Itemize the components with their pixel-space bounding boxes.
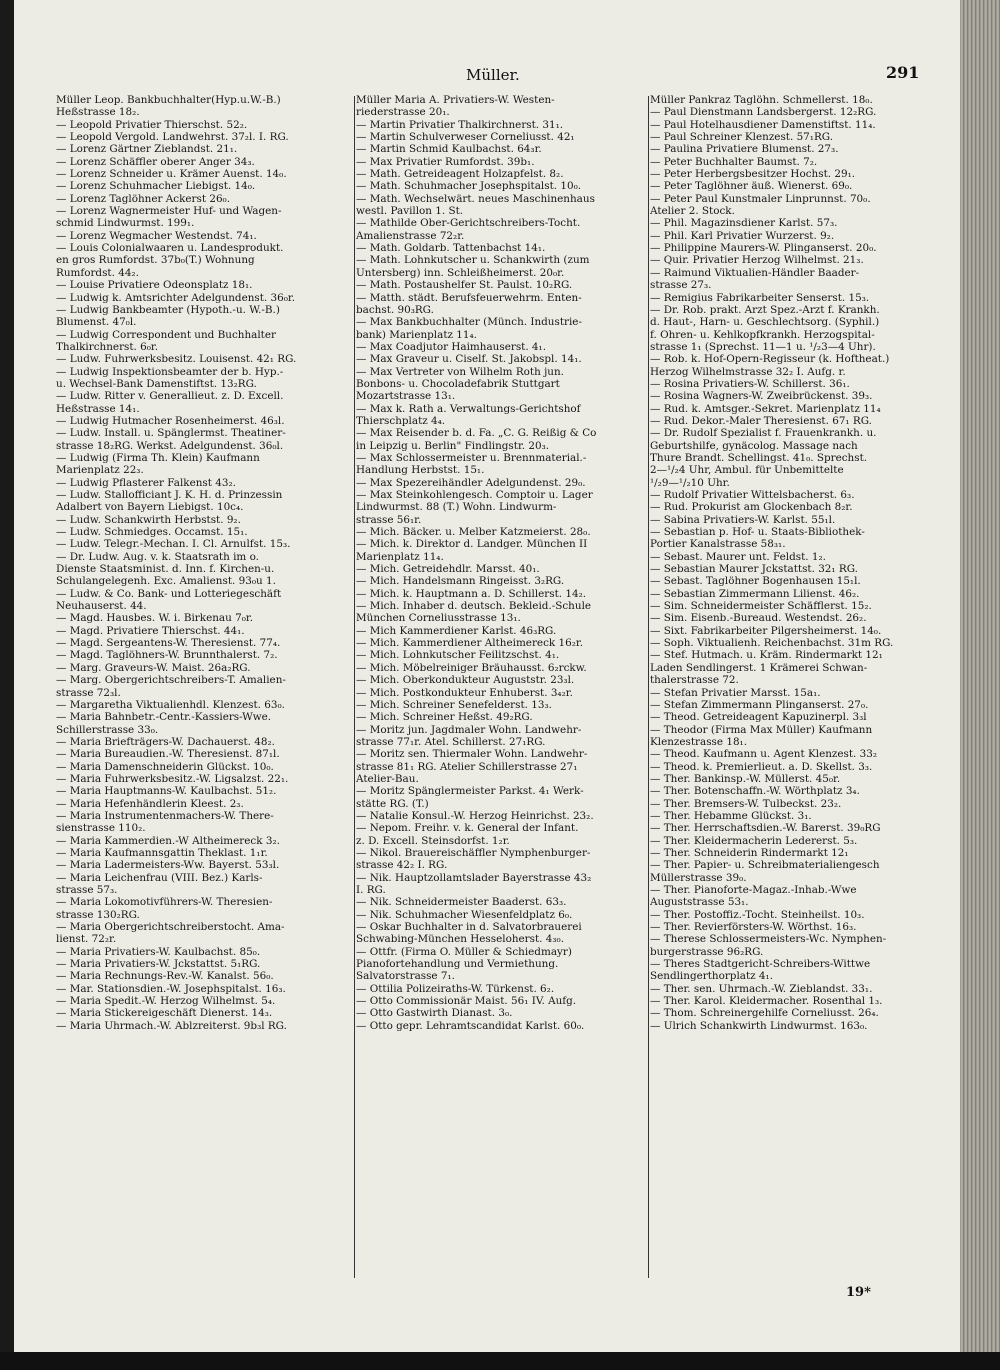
directory-column-3 <box>642 94 938 1032</box>
directory-entry-line: en gros Rumfordst. 37b₀(T.) Wohnung <box>56 254 255 267</box>
directory-entry-line: Adalbert von Bayern Liebigst. 10c₄. <box>56 501 244 514</box>
directory-entry-line: — Ther. Herrschaftsdien.-W. Barerst. 39₀RG <box>650 822 881 835</box>
directory-entry-line: 2—¹/₂4 Uhr, Ambul. für Unbemittelte <box>650 464 844 477</box>
directory-entry-line: riederstrasse 20₁. <box>356 106 450 119</box>
directory-entry-line: — Quir. Privatier Herzog Wilhelmst. 21₃. <box>650 254 864 267</box>
directory-entry-line: Marienplatz 11₄. <box>356 550 444 563</box>
directory-entry-line: — Sixt. Fabrikarbeiter Pilgersheimerst. 14₀. <box>650 624 882 637</box>
directory-entry-line: — Phil. Karl Privatier Wurzerst. 9₂. <box>650 229 835 242</box>
directory-entry-line: — Ludw. Telegr.-Mechan. I. Cl. Arnulfst. 15₃. <box>56 538 291 551</box>
directory-entry-line: Blumenst. 47₀l. <box>56 316 137 329</box>
directory-entry-line: — Maria Lokomotivführers-W. Theresien- <box>56 896 273 909</box>
directory-entry-line: — Maria Rechnungs-Rev.-W. Kanalst. 56₀. <box>56 970 274 983</box>
directory-entry-line: — Ottilia Polizeiraths-W. Türkenst. 6₂. <box>356 982 555 995</box>
directory-entry-line: — Max Graveur u. Ciself. St. Jakobspl. 14₁. <box>356 353 582 366</box>
directory-entry-line: — Math. Postaushelfer St. Paulst. 10₂RG. <box>356 279 573 292</box>
directory-entry-line: Thalkirchnerst. 6₀r. <box>56 340 159 353</box>
directory-entry-line: — Ludwig Pflasterer Falkenst 43₂. <box>56 476 236 489</box>
directory-entry-line: — Raimund Viktualien-Händler Baader- <box>650 266 860 279</box>
directory-entry-line: — Ther. Papier- u. Schreibmaterialiengesch <box>650 859 880 872</box>
directory-entry-line: — Maria Obergerichtschreiberstocht. Ama- <box>56 921 285 934</box>
directory-entry-line: — Max Reisender b. d. Fa. „C. G. Reißig & Co <box>356 427 597 440</box>
directory-entry-line: — Math. Wechselwärt. neues Maschinenhaus <box>356 192 595 205</box>
directory-entry-line: — Ludw. Fuhrwerksbesitz. Louisenst. 42₁ RG. <box>56 353 297 366</box>
directory-entry-line: Schwabing-München Hesseloherst. 4₃₀. <box>356 933 564 946</box>
directory-entry-line: — Ludwig Bankbeamter (Hypoth.-u. W.-B.) <box>56 303 280 316</box>
directory-entry-line: — Theod. Getreideagent Kapuzinerpl. 3₃l <box>650 711 867 724</box>
directory-entry-line: — Peter Buchhalter Baumst. 7₂. <box>650 155 818 168</box>
directory-entry-line: f. Ohren- u. Kehlkopfkrankh. Herzogspital- <box>650 328 875 341</box>
scan-border <box>0 1352 1000 1370</box>
directory-entry-line: d. Haut-, Harn- u. Geschlechtsorg. (Syphil.) <box>650 316 880 329</box>
directory-entry-line: — Thom. Schreinergehilfe Corneliusst. 26₄. <box>650 1007 879 1020</box>
directory-entry-line: u. Wechsel-Bank Damenstiftst. 13₂RG. <box>56 377 257 390</box>
directory-entry-line: Heßstrasse 18₂. <box>56 106 140 119</box>
directory-entry-line: — Ludw. Stallofficiant J. K. H. d. Prinzessin <box>56 489 283 501</box>
directory-entry-line: — Ludw. Install. u. Spänglermst. Theatiner- <box>56 427 286 440</box>
directory-entry-line: — Theodor (Firma Max Müller) Kaufmann <box>650 723 873 736</box>
directory-entry-line: — Nepom. Freihr. v. k. General der Infant. <box>356 822 579 835</box>
directory-entry-line: — Peter Herbergsbesitzer Hochst. 29₁. <box>650 168 856 181</box>
directory-entry-line: — Ther. Schneiderin Rindermarkt 12₁ <box>650 846 849 859</box>
directory-entry-line: — Martin Schulverweser Corneliusst. 42₁ <box>356 131 575 144</box>
directory-entry-line: — Mich. k. Direktor d. Landger. München II <box>356 538 588 551</box>
printer-signature: 19* <box>846 1285 871 1300</box>
directory-entry-line: Mozartstrasse 13₁. <box>356 390 456 403</box>
directory-entry-line: Auguststrasse 53₁. <box>650 896 749 909</box>
directory-entry-line: — Louise Privatiere Odeonsplatz 18₁. <box>56 279 253 292</box>
directory-entry-line: Marienplatz 22₃. <box>56 464 144 477</box>
directory-entry-line: Heßstrasse 14₁. <box>56 402 140 415</box>
directory-entry-line: — Rud. k. Amtsger.-Sekret. Marienplatz 11₄ <box>650 402 881 415</box>
book-page-edge <box>960 0 1000 1352</box>
directory-entry-line: — Ludwig (Firma Th. Klein) Kaufmann <box>56 451 260 464</box>
directory-entry-line: strasse 72₃l. <box>56 686 121 699</box>
directory-entry-line: — Maria Ladermeisters-Ww. Bayerst. 53₃l. <box>56 859 280 872</box>
directory-entry-line: bachst. 90₃RG. <box>356 303 434 316</box>
directory-entry-line: — Max Privatier Rumfordst. 39b₁. <box>356 155 535 168</box>
directory-entry-line: — Ther. Bankinsp.-W. Müllerst. 45₀r. <box>650 772 841 785</box>
directory-entry-line: — Mich. Inhaber d. deutsch. Bekleid.-Schule <box>356 600 592 613</box>
directory-entry-line: München Corneliusstrasse 13₁. <box>356 612 521 625</box>
directory-entry-line: — Mich. Postkondukteur Enhuberst. 3₄₂r. <box>356 686 573 699</box>
directory-entry-line: Pianofortehandlung und Vermiethung. <box>356 958 559 971</box>
directory-entry-line: — Ottfr. (Firma O. Müller & Schiedmayr) <box>356 945 572 958</box>
directory-entry-line: Schulangelegenh. Exc. Amalienst. 93₀u 1. <box>56 575 276 588</box>
directory-entry-line: — Maria Hefenhändlerin Kleest. 2₃. <box>56 797 244 810</box>
directory-entry-line: — Marg. Obergerichtschreibers-T. Amalien- <box>56 674 286 687</box>
directory-entry-line: — Math. Schuhmacher Josephspitalst. 10₀. <box>356 180 582 193</box>
directory-entry-line: — Natalie Konsul.-W. Herzog Heinrichst. 23₂. <box>356 809 594 822</box>
directory-entry-line: z. D. Excell. Steinsdorfst. 1₂r. <box>356 834 510 847</box>
directory-entry-line: Müller Pankraz Taglöhn. Schmellerst. 18₀. <box>650 94 873 106</box>
directory-entry-line: — Louis Colonialwaaren u. Landesprodukt. <box>56 242 284 255</box>
directory-entry-line: — Moritz Spänglermeister Parkst. 4₁ Werk- <box>356 785 584 798</box>
directory-entry-line: strasse 56₁r. <box>356 513 422 526</box>
directory-entry-line: — Maria Bahnbetr.-Centr.-Kassiers-Wwe. <box>56 711 272 724</box>
directory-entry-line: — Max Coadjutor Haimhauserst. 4₁. <box>356 340 547 353</box>
directory-entry-line: — Leopold Vergold. Landwehrst. 37₂l. I. RG. <box>56 131 289 144</box>
directory-entry-line: — Mich. Bäcker. u. Melber Katzmeierst. 28₀. <box>356 526 591 539</box>
directory-entry-line: — Math. Lohnkutscher u. Schankwirth (zum <box>356 254 590 267</box>
directory-entry-line: — Maria Instrumentenmachers-W. There- <box>56 809 274 822</box>
directory-entry-line: thalerstrasse 72. <box>650 674 739 687</box>
directory-entry-line: lienst. 72₂r. <box>56 933 117 946</box>
directory-entry-line: — Stefan Zimmermann Plinganserst. 27₀. <box>650 698 869 711</box>
directory-entry-line: — Lorenz Taglöhner Ackerst 26₀. <box>56 192 231 205</box>
directory-entry-line: — Ther. Karol. Kleidermacher. Rosenthal 1₃. <box>650 995 883 1008</box>
directory-entry-line: — Sebast. Maurer unt. Feldst. 1₂. <box>650 550 826 563</box>
directory-entry-line: — Lorenz Gärtner Zieblandst. 21₁. <box>56 143 238 156</box>
directory-entry-line: — Ludw. Schankwirth Herbstst. 9₂. <box>56 513 241 526</box>
directory-entry-line: Dienste Staatsminist. d. Inn. f. Kirchen-u. <box>56 563 275 576</box>
directory-entry-line: — Maria Spedit.-W. Herzog Wilhelmst. 5₄. <box>56 995 276 1008</box>
directory-entry-line: — Ther. sen. Uhrmach.-W. Zieblandst. 33₁. <box>650 982 873 995</box>
directory-entry-line: — Ludw. Schmiedges. Occamst. 15₁. <box>56 526 248 539</box>
directory-entry-line: — Mich. Lohnkutscher Feilitzschst. 4₁. <box>356 649 560 662</box>
directory-entry-line: Müller Maria A. Privatiers-W. Westen- <box>356 94 555 106</box>
directory-entry-line: — Rob. k. Hof-Opern-Regisseur (k. Hoftheat.) <box>650 353 890 366</box>
directory-entry-line: — Mich. Oberkondukteur Auguststr. 23₃l. <box>356 674 575 687</box>
directory-page <box>14 0 960 1352</box>
directory-entry-line: — Magd. Sergeantens-W. Theresienst. 77₄. <box>56 637 281 650</box>
directory-entry-line: strasse 77₁r. Atel. Schillerst. 27₁RG. <box>356 735 546 748</box>
directory-entry-line: — Paul Schreiner Klenzest. 57₁RG. <box>650 131 834 144</box>
directory-entry-line: — Ludwig Correspondent und Buchhalter <box>56 328 276 341</box>
directory-entry-line: — Mathilde Ober-Gerichtschreibers-Tocht. <box>356 217 581 230</box>
directory-entry-line: — Otto Gastwirth Dianast. 3₀. <box>356 1007 513 1020</box>
directory-entry-line: stätte RG. (T.) <box>356 797 429 810</box>
directory-entry-line: — Magd. Privatiere Thierschst. 44₁. <box>56 624 245 637</box>
directory-entry-line: — Matth. städt. Berufsfeuerwehrm. Enten- <box>356 291 582 304</box>
directory-entry-line: — Mich. Handelsmann Ringeisst. 3₂RG. <box>356 575 565 588</box>
directory-entry-line: — Ther. Postoffiz.-Tocht. Steinheilst. 10₃. <box>650 908 865 921</box>
directory-entry-line: — Ther. Botenschaffn.-W. Wörthplatz 3₄. <box>650 785 860 798</box>
directory-entry-line: — Maria Damenschneiderin Glückst. 10₀. <box>56 760 274 773</box>
directory-entry-line: — Paul Dienstmann Landsbergerst. 12₂RG. <box>650 106 877 119</box>
directory-entry-line: — Max Steinkohlengesch. Comptoir u. Lager <box>356 489 593 501</box>
directory-entry-line: Müller Leop. Bankbuchhalter(Hyp.u.W.-B.) <box>56 94 281 106</box>
directory-entry-line: — Sebastian Maurer Jckstattst. 32₁ RG. <box>650 563 858 576</box>
directory-entry-line: — Rosina Wagners-W. Zweibrückenst. 39₃. <box>650 390 873 403</box>
directory-entry-line: westl. Pavillon 1. St. <box>356 205 464 218</box>
directory-entry-line: — Maria Leichenfrau (VIII. Bez.) Karls- <box>56 871 263 884</box>
directory-entry-line: Müllerstrasse 39₀. <box>650 871 747 884</box>
directory-entry-line: — Rud. Prokurist am Glockenbach 8₂r. <box>650 501 853 514</box>
directory-entry-line: strasse 18₂RG. Werkst. Adelgundenst. 36₀l. <box>56 439 284 452</box>
directory-entry-line: — Max Spezereihändler Adelgundenst. 29₀. <box>356 476 586 489</box>
directory-entry-line: — Maria Hauptmanns-W. Kaulbachst. 51₂. <box>56 785 277 798</box>
directory-entry-line: Amalienstrasse 72₂r. <box>356 229 465 242</box>
directory-entry-line: — Oskar Buchhalter in d. Salvatorbrauerei <box>356 921 582 934</box>
directory-entry-line: — Max k. Rath a. Verwaltungs-Gerichtshof <box>356 402 581 415</box>
directory-entry-line: — Max Vertreter von Wilhelm Roth jun. <box>356 365 564 378</box>
directory-entry-line: — Nik. Hauptzollamtslader Bayerstrasse 43₂ <box>356 871 592 884</box>
directory-entry-line: Thierschplatz 4₄. <box>356 414 446 427</box>
directory-entry-line: — Math. Goldarb. Tattenbachst 14₁. <box>356 242 546 255</box>
directory-entry-line: — Nikol. Brauereischäffler Nymphenburger- <box>356 846 591 859</box>
directory-entry-line: — Sebastian Zimmermann Lilienst. 46₂. <box>650 587 860 600</box>
directory-entry-line: Laden Sendlingerst. 1 Krämerei Schwan- <box>650 661 868 674</box>
directory-entry-line: — Maria Privatiers-W. Jckstattst. 5₁RG. <box>56 958 261 971</box>
directory-entry-line: — Paul Hotelhausdiener Damenstiftst. 11₄. <box>650 118 876 131</box>
directory-entry-line: — Dr. Rob. prakt. Arzt Spez.-Arzt f. Krankh. <box>650 303 880 316</box>
directory-entry-line: — Mich. Möbelreiniger Bräuhausst. 6₂rckw. <box>356 661 587 674</box>
directory-entry-line: — Theod. k. Premierlieut. a. D. Skellst. 3₃. <box>650 760 873 773</box>
directory-entry-line: — Maria Bureaudien.-W. Theresienst. 87₁l. <box>56 748 280 761</box>
directory-entry-line: — Ludw. Ritter v. Generallieut. z. D. Excell. <box>56 390 284 403</box>
directory-entry-line: — Mich. k. Hauptmann a. D. Schillerst. 14₂. <box>356 587 587 600</box>
directory-entry-line: — Ludwig Hutmacher Rosenheimerst. 46₃l. <box>56 414 285 427</box>
running-head: Müller. <box>466 66 520 84</box>
directory-entry-line: — Remigius Fabrikarbeiter Senserst. 15₃. <box>650 291 870 304</box>
directory-entry-line: — Philippine Maurers-W. Plinganserst. 20₀. <box>650 242 877 255</box>
directory-entry-line: Thure Brandt. Schellingst. 41₀. Sprechst. <box>650 451 868 464</box>
directory-entry-line: bank) Marienplatz 11₄. <box>356 328 477 341</box>
directory-entry-line: — Mich. Kammerdiener Altheimereck 16₂r. <box>356 637 584 650</box>
directory-entry-line: sienstrasse 110₂. <box>56 822 146 835</box>
directory-entry-line: — Lorenz Schuhmacher Liebigst. 14₀. <box>56 180 256 193</box>
directory-entry-line: ¹/₂9—¹/₂10 Uhr. <box>650 476 730 489</box>
directory-entry-line: — Ther. Pianoforte-Magaz.-Inhab.-Wwe <box>650 884 857 896</box>
directory-entry-line: — Paulina Privatiere Blumenst. 27₃. <box>650 143 839 156</box>
directory-entry-line: — Mich. Schreiner Heßst. 49₂RG. <box>356 711 533 724</box>
directory-entry-line: strasse 81₁ RG. Atelier Schillerstrasse 27₁ <box>356 760 578 773</box>
directory-entry-line: — Stef. Hutmach. u. Kräm. Rindermarkt 12₁ <box>650 649 883 662</box>
directory-entry-line: Atelier 2. Stock. <box>650 205 735 218</box>
directory-entry-line: — Dr. Ludw. Aug. v. k. Staatsrath im o. <box>56 550 259 563</box>
directory-entry-line: Sendlingerthorplatz 4₁. <box>650 970 774 983</box>
directory-entry-line: — Rud. Dekor.-Maler Theresienst. 67₁ RG. <box>650 414 872 427</box>
directory-entry-line: — Lorenz Wegmacher Westendst. 74₁. <box>56 229 257 242</box>
directory-entry-line: Handlung Herbstst. 15₁. <box>356 464 485 477</box>
directory-entry-line: strasse 42₂ I. RG. <box>356 859 448 872</box>
directory-entry-line: — Theres Stadtgericht-Schreibers-Wittwe <box>650 958 871 971</box>
directory-entry-line: — Math. Getreideagent Holzapfelst. 8₂. <box>356 168 564 181</box>
directory-entry-line: I. RG. <box>356 884 386 896</box>
directory-entry-line: — Ther. Hebamme Glückst. 3₁. <box>650 809 812 822</box>
directory-entry-line: — Ther. Revierförsters-W. Wörthst. 16₃. <box>650 921 857 934</box>
directory-entry-line: — Maria Fuhrwerksbesitz.-W. Ligsalzst. 22₁. <box>56 772 289 785</box>
directory-entry-line: — Mich. Getreidehdlr. Marsst. 40₁. <box>356 563 540 576</box>
directory-entry-line: — Lorenz Wagnermeister Huf- und Wagen- <box>56 205 282 218</box>
directory-entry-line: — Stefan Privatier Marsst. 15a₁. <box>650 686 821 699</box>
directory-entry-line: strasse 57₃. <box>56 884 118 896</box>
directory-entry-line: — Maria Privatiers-W. Kaulbachst. 85₀. <box>56 945 261 958</box>
directory-entry-line: — Ther. Bremsers-W. Tulbeckst. 23₂. <box>650 797 842 810</box>
directory-entry-line: — Theod. Kaufmann u. Agent Klenzest. 33₂ <box>650 748 878 761</box>
directory-column-2 <box>351 94 641 1032</box>
directory-entry-line: burgerstrasse 96₂RG. <box>650 945 764 958</box>
directory-entry-line: — Margaretha Viktualienhdl. Klenzest. 63₀. <box>56 698 285 711</box>
directory-entry-line: — Ulrich Schankwirth Lindwurmst. 163₀. <box>650 1019 868 1032</box>
directory-entry-line: — Sebastian p. Hof- u. Staats-Bibliothek- <box>650 526 865 539</box>
directory-entry-line: — Ludw. & Co. Bank- und Lotteriegeschäft <box>56 587 282 600</box>
directory-entry-line: — Maria Stickereigeschäft Dienerst. 14₃. <box>56 1007 273 1020</box>
directory-entry-line: — Max Bankbuchhalter (Münch. Industrie- <box>356 316 582 329</box>
directory-entry-line: — Maria Uhrmach.-W. Ablzreiterst. 9b₃l RG. <box>56 1019 287 1032</box>
directory-entry-line: — Ludwig k. Amtsrichter Adelgundenst. 36₀r. <box>56 291 296 304</box>
directory-entry-line: Rumfordst. 44₂. <box>56 266 139 279</box>
directory-entry-line: — Magd. Hausbes. W. i. Birkenau 7₀r. <box>56 612 254 625</box>
directory-entry-line: — Rosina Privatiers-W. Schillerst. 36₁. <box>650 377 850 390</box>
directory-entry-line: strasse 1₁ (Sprechst. 11—1 u. ¹/₂3—4 Uhr). <box>650 340 876 353</box>
directory-entry-line: — Sim. Schneidermeister Schäfflerst. 15₂. <box>650 600 872 613</box>
directory-entry-line: — Max Schlossermeister u. Brennmaterial.- <box>356 451 587 464</box>
directory-entry-line: — Moritz jun. Jagdmaler Wohn. Landwehr- <box>356 723 582 736</box>
directory-entry-line: Bonbons- u. Chocoladefabrik Stuttgart <box>356 377 560 390</box>
directory-entry-line: — Soph. Viktualienh. Reichenbachst. 31m RG. <box>650 637 894 650</box>
directory-entry-line: — Dr. Rudolf Spezialist f. Frauenkrankh. u. <box>650 427 877 440</box>
directory-entry-line: — Peter Paul Kunstmaler Linprunnst. 70₀. <box>650 192 871 205</box>
directory-entry-line: — Marg. Graveurs-W. Maist. 26a₂RG. <box>56 661 251 674</box>
directory-entry-line: Klenzestrasse 18₁. <box>650 735 748 748</box>
directory-entry-line: in Leipzig u. Berlin" Findlingstr. 20₃. <box>356 439 550 452</box>
directory-entry-line: — Peter Taglöhner äuß. Wienerst. 69₀. <box>650 180 853 193</box>
directory-entry-line: strasse 27₃. <box>650 279 712 292</box>
directory-entry-line: Lindwurmst. 88 (T.) Wohn. Lindwurm- <box>356 501 557 514</box>
directory-entry-line: — Mar. Stationsdien.-W. Josephspitalst. 16₃. <box>56 982 286 995</box>
directory-entry-line: — Martin Schmid Kaulbachst. 64₃r. <box>356 143 542 156</box>
directory-entry-line: — Leopold Privatier Thierschst. 52₂. <box>56 118 248 131</box>
directory-entry-line: — Lorenz Schäffler oberer Anger 34₃. <box>56 155 255 168</box>
directory-entry-line: Atelier-Bau. <box>356 772 419 785</box>
directory-entry-line: — Mich. Schreiner Senefelderst. 13₃. <box>356 698 552 711</box>
directory-entry-line: — Maria Kaufmannsgattin Theklast. 1₁r. <box>56 846 268 859</box>
directory-entry-line: strasse 130₂RG. <box>56 908 140 921</box>
directory-entry-line: — Lorenz Schneider u. Krämer Auenst. 14₀. <box>56 168 287 181</box>
directory-entry-line: — Rudolf Privatier Wittelsbacherst. 6₃. <box>650 489 855 501</box>
directory-entry-line: Schillerstrasse 33₀. <box>56 723 159 736</box>
directory-entry-line: — Magd. Taglöhners-W. Brunnthalerst. 7₂. <box>56 649 278 662</box>
page-number: 291 <box>886 63 920 82</box>
directory-entry-line: Neuhauserst. 44. <box>56 600 147 613</box>
directory-entry-line: Portier Kanalstrasse 58₃₁. <box>650 538 786 551</box>
directory-entry-line: — Sim. Eisenb.-Bureaud. Westendst. 26₂. <box>650 612 867 625</box>
directory-entry-line: — Sabina Privatiers-W. Karlst. 55₁l. <box>650 513 836 526</box>
directory-entry-line: — Nik. Schneidermeister Baaderst. 63₃. <box>356 896 567 909</box>
directory-entry-line: — Nik. Schuhmacher Wiesenfeldplatz 6₀. <box>356 908 573 921</box>
directory-entry-line: — Martin Privatier Thalkirchnerst. 31₁. <box>356 118 564 131</box>
directory-entry-line: Geburtshilfe, gynäcolog. Massage nach <box>650 439 858 452</box>
directory-entry-line: — Phil. Magazinsdiener Karlst. 57₃. <box>650 217 838 230</box>
directory-entry-line: Salvatorstrasse 7₁. <box>356 970 455 983</box>
directory-entry-line: — Maria Briefträgers-W. Dachauerst. 48₂. <box>56 735 275 748</box>
directory-entry-line: Untersberg) inn. Schleißheimerst. 20₀r. <box>356 266 565 279</box>
directory-entry-line: — Otto Commissionär Maist. 56₁ IV. Aufg. <box>356 995 577 1008</box>
directory-entry-line: — Therese Schlossermeisters-Wc. Nymphen- <box>650 933 887 946</box>
directory-entry-line: — Sebast. Taglöhner Bogenhausen 15₁l. <box>650 575 861 588</box>
directory-column-1 <box>56 94 352 1032</box>
directory-entry-line: — Ludwig Inspektionsbeamter der b. Hyp.- <box>56 365 284 378</box>
directory-entry-line: — Ther. Kleidermacherin Ledererst. 5₃. <box>650 834 858 847</box>
directory-entry-line: — Maria Kammerdien.-W Altheimereck 3₂. <box>56 834 280 847</box>
directory-entry-line: schmid Lindwurmst. 199₁. <box>56 217 195 230</box>
directory-entry-line: — Mich Kammerdiener Karlst. 46₃RG. <box>356 624 557 637</box>
directory-entry-line: Herzog Wilhelmstrasse 32₂ I. Aufg. r. <box>650 365 846 378</box>
directory-entry-line: — Otto gepr. Lehramtscandidat Karlst. 60₀. <box>356 1019 585 1032</box>
directory-entry-line: — Moritz sen. Thiermaler Wohn. Landwehr- <box>356 748 588 761</box>
